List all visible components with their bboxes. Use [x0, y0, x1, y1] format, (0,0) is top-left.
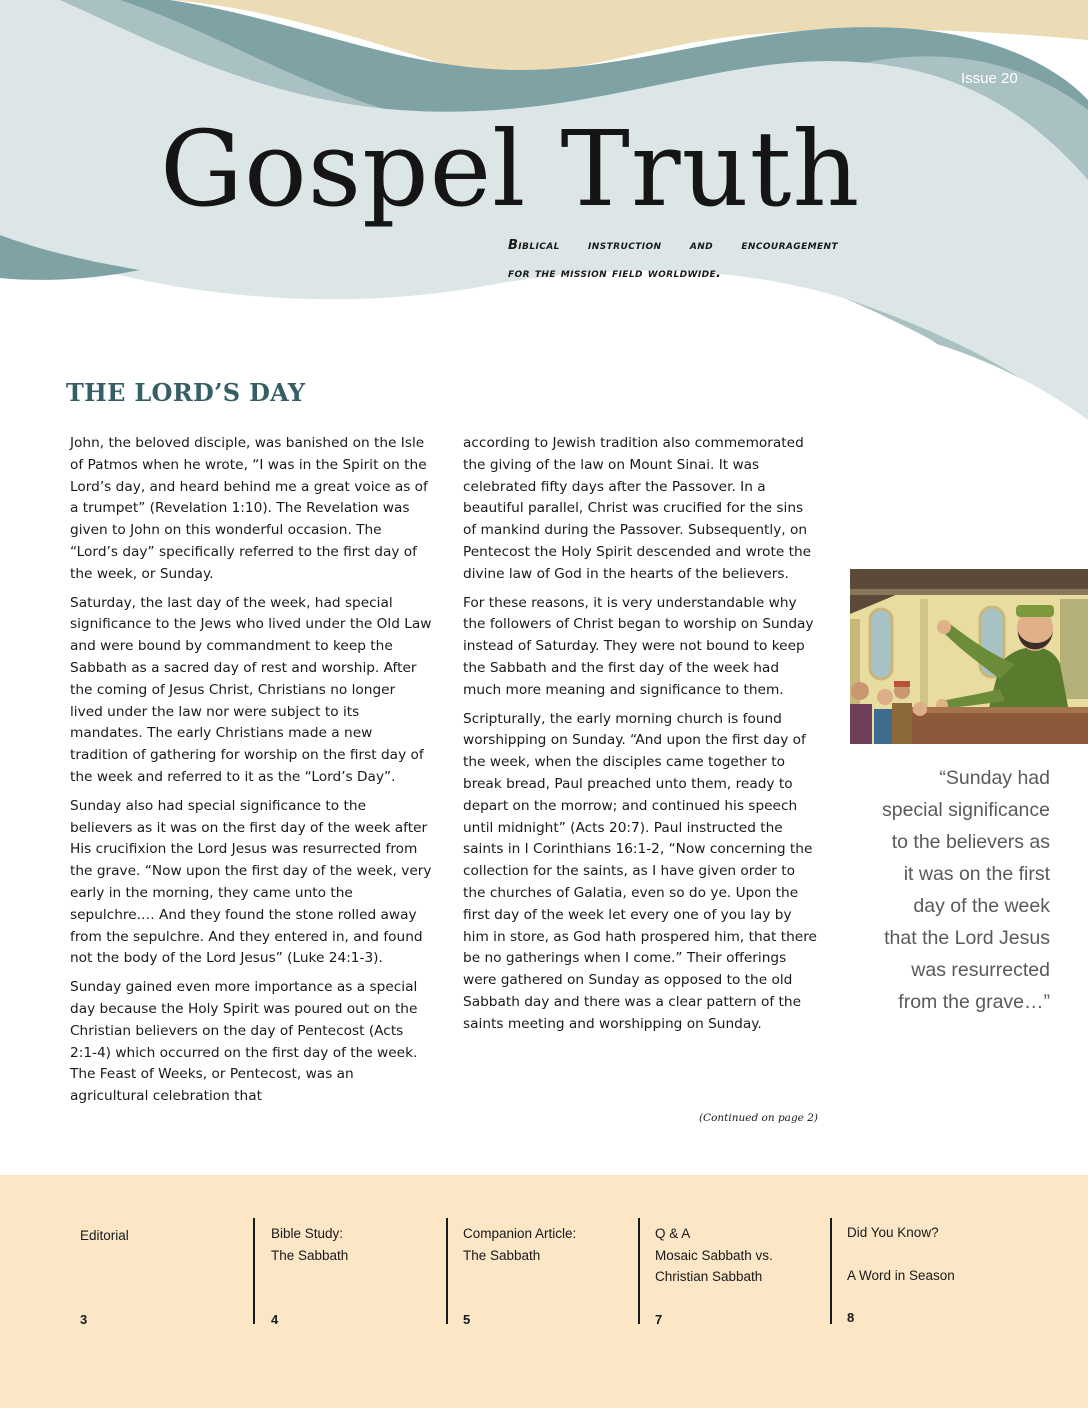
toc-page-number: 3: [80, 1312, 88, 1327]
toc-label: Editorial: [80, 1228, 129, 1243]
toc-label: Christian Sabbath: [655, 1269, 763, 1284]
paragraph: according to Jewish tradition also commemorated the giving of the law on Mount Sinai. It was celebrated fifty days after the Passover. In a beautiful parallel, Christ was crucified for the sins of mankind during the Passover. Subsequently, on Pentecost the Holy Spirit descended and wrote the divine law of God in the hearts of the believers.: [463, 435, 812, 582]
toc-page-number: 4: [271, 1312, 279, 1327]
toc-separator: [446, 1218, 448, 1324]
article-column-1: [70, 433, 432, 1115]
toc-label: Companion Article:: [463, 1226, 577, 1241]
toc-item-companion-article[interactable]: [463, 1218, 576, 1324]
paragraph: John, the beloved disciple, was banished on the Isle of Patmos when he wrote, “I was in the Spirit on the Lord’s day, and heard behind me a great voice as of a trumpet” (Revelation 1:10). The Revelation was given to John on this wonderful occasion. The “Lord’s day” specifically referred to the first day of the week, or Sunday.: [70, 435, 428, 582]
toc-item-editorial[interactable]: [80, 1218, 129, 1324]
paragraph: Sunday also had special significance to the believers as it was on the first day of the week after His crucifixion the Lord Jesus was resurrected from the grave. “Now upon the first day of the week, very early in the morning, they came unto the sepulchre.… And they found the stone rolled away from the sepulchre. And they entered in, and found not the body of the Lord Jesus” (Luke 24:1-3).: [70, 797, 432, 967]
masthead-title: Gospel Truth: [160, 108, 861, 230]
masthead-tagline: [508, 232, 838, 288]
continued-note: (Continued on page 2): [698, 1112, 818, 1124]
pull-quote: [858, 762, 1050, 1018]
toc-label: [847, 1244, 955, 1266]
toc-separator: [638, 1218, 640, 1324]
tagline-line-2: for the mission field worldwide.: [508, 266, 722, 281]
toc-separator: [253, 1218, 255, 1324]
paragraph: Scripturally, the early morning church is found worshipping on Sunday. “And upon the first day of the week, when the disciples came together to break bread, Paul preached unto them, ready to depart on the morrow; and continued his speech until midnight” (Acts 20:7). Paul instructed the saints in I Corinthians 16:1-2, “Now concerning the collection for the saints, as I have given order to the churches of Galatia, even so do ye. Upon the first day of the week let every one of you lay by him in store, as God hath prospered him, that there be no gatherings when I come.” Their offerings were gathered on Sunday as opposed to the old Sabbath day and there was a clear pattern of the saints meeting and worshipping on Sunday.: [463, 710, 817, 1032]
toc-page-number: 8: [847, 1310, 855, 1325]
paragraph: Sunday gained even more importance as a special day because the Holy Spirit was poured out on the Christian believers on the day of Pentecost (Acts 2:1-4) which occurred on the first day of the week. The Feast of Weeks, or Pentecost, was an agricultural celebration that: [70, 979, 418, 1105]
toc-separator: [830, 1218, 832, 1324]
pull-quote-line: it was on the first: [903, 863, 1050, 885]
toc-page-number: 7: [655, 1312, 663, 1327]
toc-label: Q & A: [655, 1226, 691, 1241]
paul-preaching-illustration: [850, 569, 1088, 744]
issue-number: Issue 20: [961, 70, 1018, 87]
pull-quote-line: day of the week: [913, 895, 1050, 917]
paragraph: Saturday, the last day of the week, had special significance to the Jews who lived under the Old Law and were bound by commandment to keep the Sabbath as a sacred day of rest and worship. After the coming of Jesus Christ, Christians no longer lived under the law nor were subject to its mandates. The early Christians made a new tradition of gathering for worship on the first day of the week and referred to it as the “Lord’s Day”.: [70, 594, 432, 785]
pull-quote-line: was resurrected: [911, 959, 1050, 981]
pull-quote-line: “Sunday had: [939, 767, 1050, 789]
toc-label: Did You Know?: [847, 1225, 939, 1240]
paragraph: For these reasons, it is very understandable why the followers of Christ began to worship on Sunday instead of Saturday. They were not bound to keep the Sabbath and the first day of the week had much more meaning and significance to them.: [463, 594, 814, 698]
toc-label: A Word in Season: [847, 1268, 955, 1283]
pull-quote-line: from the grave…”: [898, 991, 1050, 1013]
article-title: THE LORD’S DAY: [66, 378, 306, 407]
toc-label: Bible Study:: [271, 1226, 344, 1241]
tagline-line-1: Biblical instruction and encouragement: [508, 238, 838, 253]
pull-quote-line: that the Lord Jesus: [884, 927, 1050, 949]
toc-page-number: 5: [463, 1312, 471, 1327]
toc-label: The Sabbath: [271, 1247, 349, 1263]
toc-label: The Sabbath: [463, 1247, 541, 1263]
pull-quote-line: to the believers as: [891, 831, 1050, 853]
toc-label: Mosaic Sabbath vs.: [655, 1247, 773, 1263]
article-column-2: [463, 433, 819, 1043]
pull-quote-line: special significance: [881, 799, 1050, 821]
toc-item-did-you-know[interactable]: [847, 1218, 955, 1324]
toc-item-bible-study[interactable]: [271, 1218, 348, 1324]
toc-item-q-and-a[interactable]: [655, 1218, 773, 1324]
